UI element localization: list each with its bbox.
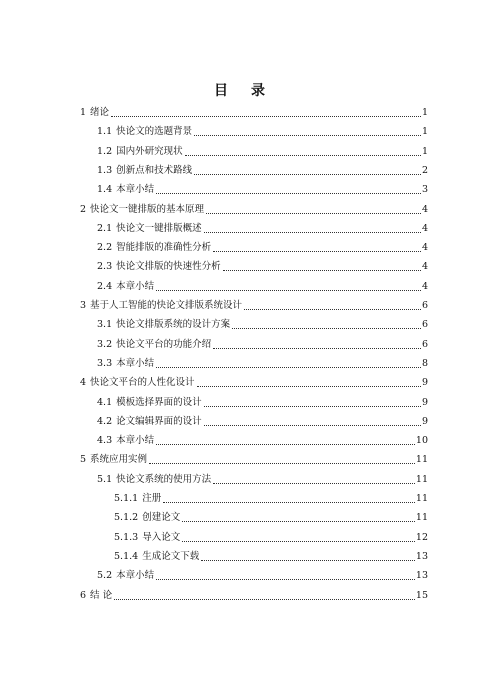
toc-dot-leader <box>213 482 415 484</box>
toc-dot-leader <box>197 385 421 387</box>
toc-entry-label <box>80 453 147 467</box>
toc-entry-text: 快论文的选题背景 <box>116 126 193 138</box>
title-char-1: 目 <box>214 83 229 99</box>
toc-entry-label <box>80 299 242 313</box>
toc-entry-text: 注册 <box>142 493 162 504</box>
toc-entry-number: 3.3 <box>97 357 113 369</box>
toc-entry-text: 快论文系统的使用方法 <box>116 473 212 485</box>
toc-entry[interactable] <box>97 357 428 371</box>
toc-page-number: 1 <box>421 145 428 157</box>
toc-entry-text: 创新点和技术路线 <box>116 164 193 176</box>
toc-entry-text: 智能排版的准确性分析 <box>116 242 212 254</box>
toc-dot-leader <box>204 424 421 426</box>
toc-entry[interactable] <box>97 125 428 139</box>
toc-entry-number: 1 <box>80 107 87 118</box>
toc-dot-leader <box>232 327 421 329</box>
toc-entry-label <box>97 434 154 448</box>
toc-entry-text: 本章小结 <box>116 280 155 292</box>
toc-entry-label <box>97 260 221 274</box>
toc-dot-leader <box>223 269 421 271</box>
toc-entry-label <box>97 280 154 294</box>
toc-dot-leader <box>111 115 421 117</box>
toc-entry-text: 本章小结 <box>116 570 155 582</box>
toc-dot-leader <box>194 173 421 175</box>
toc-entry-number: 1.3 <box>97 164 113 176</box>
toc-entry-text: 快论文平台的功能介绍 <box>116 338 212 350</box>
toc-dot-leader <box>213 250 421 252</box>
toc-entry[interactable] <box>97 280 428 294</box>
toc-dot-leader <box>194 134 421 136</box>
toc-page-number: 8 <box>421 357 428 369</box>
toc-entry-text: 系统应用实例 <box>90 454 148 466</box>
toc-entry-number: 1.4 <box>97 184 113 196</box>
toc-entry-number: 5.1.1 <box>114 493 139 504</box>
toc-entry-text: 绪论 <box>90 107 110 118</box>
toc-entry-text: 论文编辑界面的设计 <box>116 415 202 427</box>
toc-dot-leader <box>149 462 415 464</box>
toc-entry-text: 快论文平台的人性化设计 <box>90 377 195 389</box>
toc-entry-label <box>114 511 180 525</box>
toc-entry-label <box>97 415 202 429</box>
title-char-2: 录 <box>251 83 266 99</box>
toc-entry-text: 模板选择界面的设计 <box>116 396 202 408</box>
toc-entry-label <box>97 145 183 159</box>
toc-entry[interactable] <box>97 241 428 255</box>
toc-entry[interactable] <box>80 106 428 120</box>
toc-entry[interactable] <box>97 396 428 410</box>
toc-entry-number: 3.1 <box>97 319 113 331</box>
toc-entry[interactable] <box>97 473 428 487</box>
toc-page-number: 11 <box>415 473 428 485</box>
toc-entry-number: 2 <box>80 203 87 215</box>
toc-dot-leader <box>206 212 421 214</box>
toc-entry-number: 2.4 <box>97 280 113 292</box>
toc-page-number: 6 <box>421 338 428 350</box>
toc-entry-text: 生成论文下载 <box>142 550 200 562</box>
toc-entry[interactable] <box>80 589 428 603</box>
toc-page-number: 4 <box>421 280 428 292</box>
toc-entry-number: 5.1.3 <box>114 531 139 543</box>
toc-entry[interactable] <box>97 434 428 448</box>
toc-page-number: 9 <box>421 415 428 427</box>
toc-page-number: 4 <box>421 261 428 273</box>
toc-entry-number: 4.1 <box>97 396 113 408</box>
toc-page-number: 11 <box>415 512 428 524</box>
toc-entry-number: 5.2 <box>97 570 113 582</box>
toc-entry-text: 基于人工智能的快论文排版系统设计 <box>90 300 243 311</box>
toc-entry-text: 快论文一键排版的基本原理 <box>90 203 205 215</box>
toc-page-number: 13 <box>415 570 428 582</box>
toc-page-number: 1 <box>421 107 428 118</box>
toc-entry-number: 4 <box>80 377 87 389</box>
toc-entry-number: 2.2 <box>97 242 113 254</box>
toc-entry-number: 5 <box>80 454 87 466</box>
toc-entry-label <box>97 318 230 332</box>
toc-page-number: 10 <box>415 435 428 447</box>
toc-entry-label <box>97 183 154 197</box>
toc-entry[interactable] <box>80 376 428 390</box>
toc-dot-leader <box>156 578 415 580</box>
toc-entry[interactable] <box>80 299 428 313</box>
toc-entry[interactable] <box>97 222 428 236</box>
toc-entry[interactable] <box>80 203 428 217</box>
toc-entry-number: 3.2 <box>97 338 113 350</box>
toc-entry-label <box>97 357 154 371</box>
toc-entry-label <box>114 550 199 564</box>
toc-entry[interactable] <box>97 338 428 352</box>
toc-entry[interactable] <box>97 415 428 429</box>
toc-entry-number: 6 <box>80 589 87 601</box>
toc-entry-text: 本章小结 <box>116 435 155 447</box>
toc-entry[interactable] <box>114 511 428 525</box>
toc-entry-text: 快论文一键排版概述 <box>116 222 202 234</box>
toc-page-number: 2 <box>421 164 428 176</box>
toc-entry-text: 结 论 <box>90 589 113 601</box>
toc-page-number: 9 <box>421 396 428 408</box>
toc-entry-label <box>114 492 161 506</box>
toc-page-number: 11 <box>415 454 428 466</box>
toc-entry-text: 本章小结 <box>116 357 155 369</box>
toc-dot-leader <box>204 231 421 233</box>
toc-entry[interactable] <box>97 164 428 178</box>
toc-dot-leader <box>185 154 421 156</box>
toc-page-number: 12 <box>415 531 428 543</box>
toc-entry[interactable] <box>97 183 428 197</box>
toc-page-number: 4 <box>421 203 428 215</box>
toc-entry-number: 1.1 <box>97 126 113 138</box>
toc-entry[interactable] <box>80 453 428 467</box>
toc-dot-leader <box>156 366 421 368</box>
toc-entry-number: 1.2 <box>97 145 113 157</box>
toc-entry[interactable] <box>114 531 428 545</box>
toc-entry[interactable] <box>114 550 428 564</box>
toc-page-number: 13 <box>415 550 428 562</box>
toc-entry[interactable] <box>97 260 428 274</box>
toc-entry-label <box>80 203 204 217</box>
page-title <box>0 80 480 100</box>
toc-page-number: 1 <box>421 126 428 138</box>
toc-page-number: 3 <box>421 184 428 196</box>
toc-entry-label <box>97 241 211 255</box>
toc-entry-label <box>97 473 211 487</box>
toc-entry-text: 快论文排版的快速性分析 <box>116 261 221 273</box>
toc-entry-number: 3 <box>80 300 87 311</box>
toc-page-number: 6 <box>421 300 428 311</box>
toc-entry-label <box>80 106 109 120</box>
toc-entry-label <box>97 125 192 139</box>
toc-dot-leader <box>156 192 421 194</box>
toc-entry[interactable] <box>97 145 428 159</box>
toc-entry[interactable] <box>114 492 428 506</box>
toc-dot-leader <box>182 520 415 522</box>
toc-entry[interactable] <box>97 569 428 583</box>
toc-entry-text: 国内外研究现状 <box>116 145 183 157</box>
toc-entry-number: 2.1 <box>97 222 113 234</box>
toc-dot-leader <box>182 540 415 542</box>
toc-entry-label <box>114 531 180 545</box>
toc-dot-leader <box>163 501 415 503</box>
toc-entry-text: 快论文排版系统的设计方案 <box>116 319 231 331</box>
toc-dot-leader <box>204 405 421 407</box>
toc-entry-number: 5.1 <box>97 473 113 485</box>
toc-dot-leader <box>201 559 415 561</box>
toc-entry-text: 本章小结 <box>116 184 155 196</box>
toc-entry-number: 2.3 <box>97 261 113 273</box>
toc-dot-leader <box>244 308 421 310</box>
toc-entry-text: 导入论文 <box>142 531 181 543</box>
toc-page-number: 9 <box>421 377 428 389</box>
toc-entry-number: 5.1.4 <box>114 550 139 562</box>
toc-page-number: 15 <box>415 589 428 601</box>
toc-entry-label <box>97 396 202 410</box>
toc-dot-leader <box>114 598 415 600</box>
toc-entry-number: 4.3 <box>97 435 113 447</box>
toc-dot-leader <box>213 347 421 349</box>
toc-entry-label <box>80 589 112 603</box>
toc-page-number: 6 <box>421 319 428 331</box>
toc-dot-leader <box>156 443 415 445</box>
toc-entry[interactable] <box>97 318 428 332</box>
toc-entry-number: 5.1.2 <box>114 512 139 524</box>
toc-entry-label <box>80 376 195 390</box>
toc-page-number: 4 <box>421 242 428 254</box>
toc-entry-number: 4.2 <box>97 415 113 427</box>
toc-entry-label <box>97 338 211 352</box>
toc-entry-text: 创建论文 <box>142 512 181 524</box>
toc-page-number: 11 <box>415 493 428 504</box>
toc-entry-label <box>97 569 154 583</box>
toc-entry-label <box>97 222 202 236</box>
toc-page-number: 4 <box>421 222 428 234</box>
toc-entry-label <box>97 164 192 178</box>
toc-dot-leader <box>156 289 421 291</box>
